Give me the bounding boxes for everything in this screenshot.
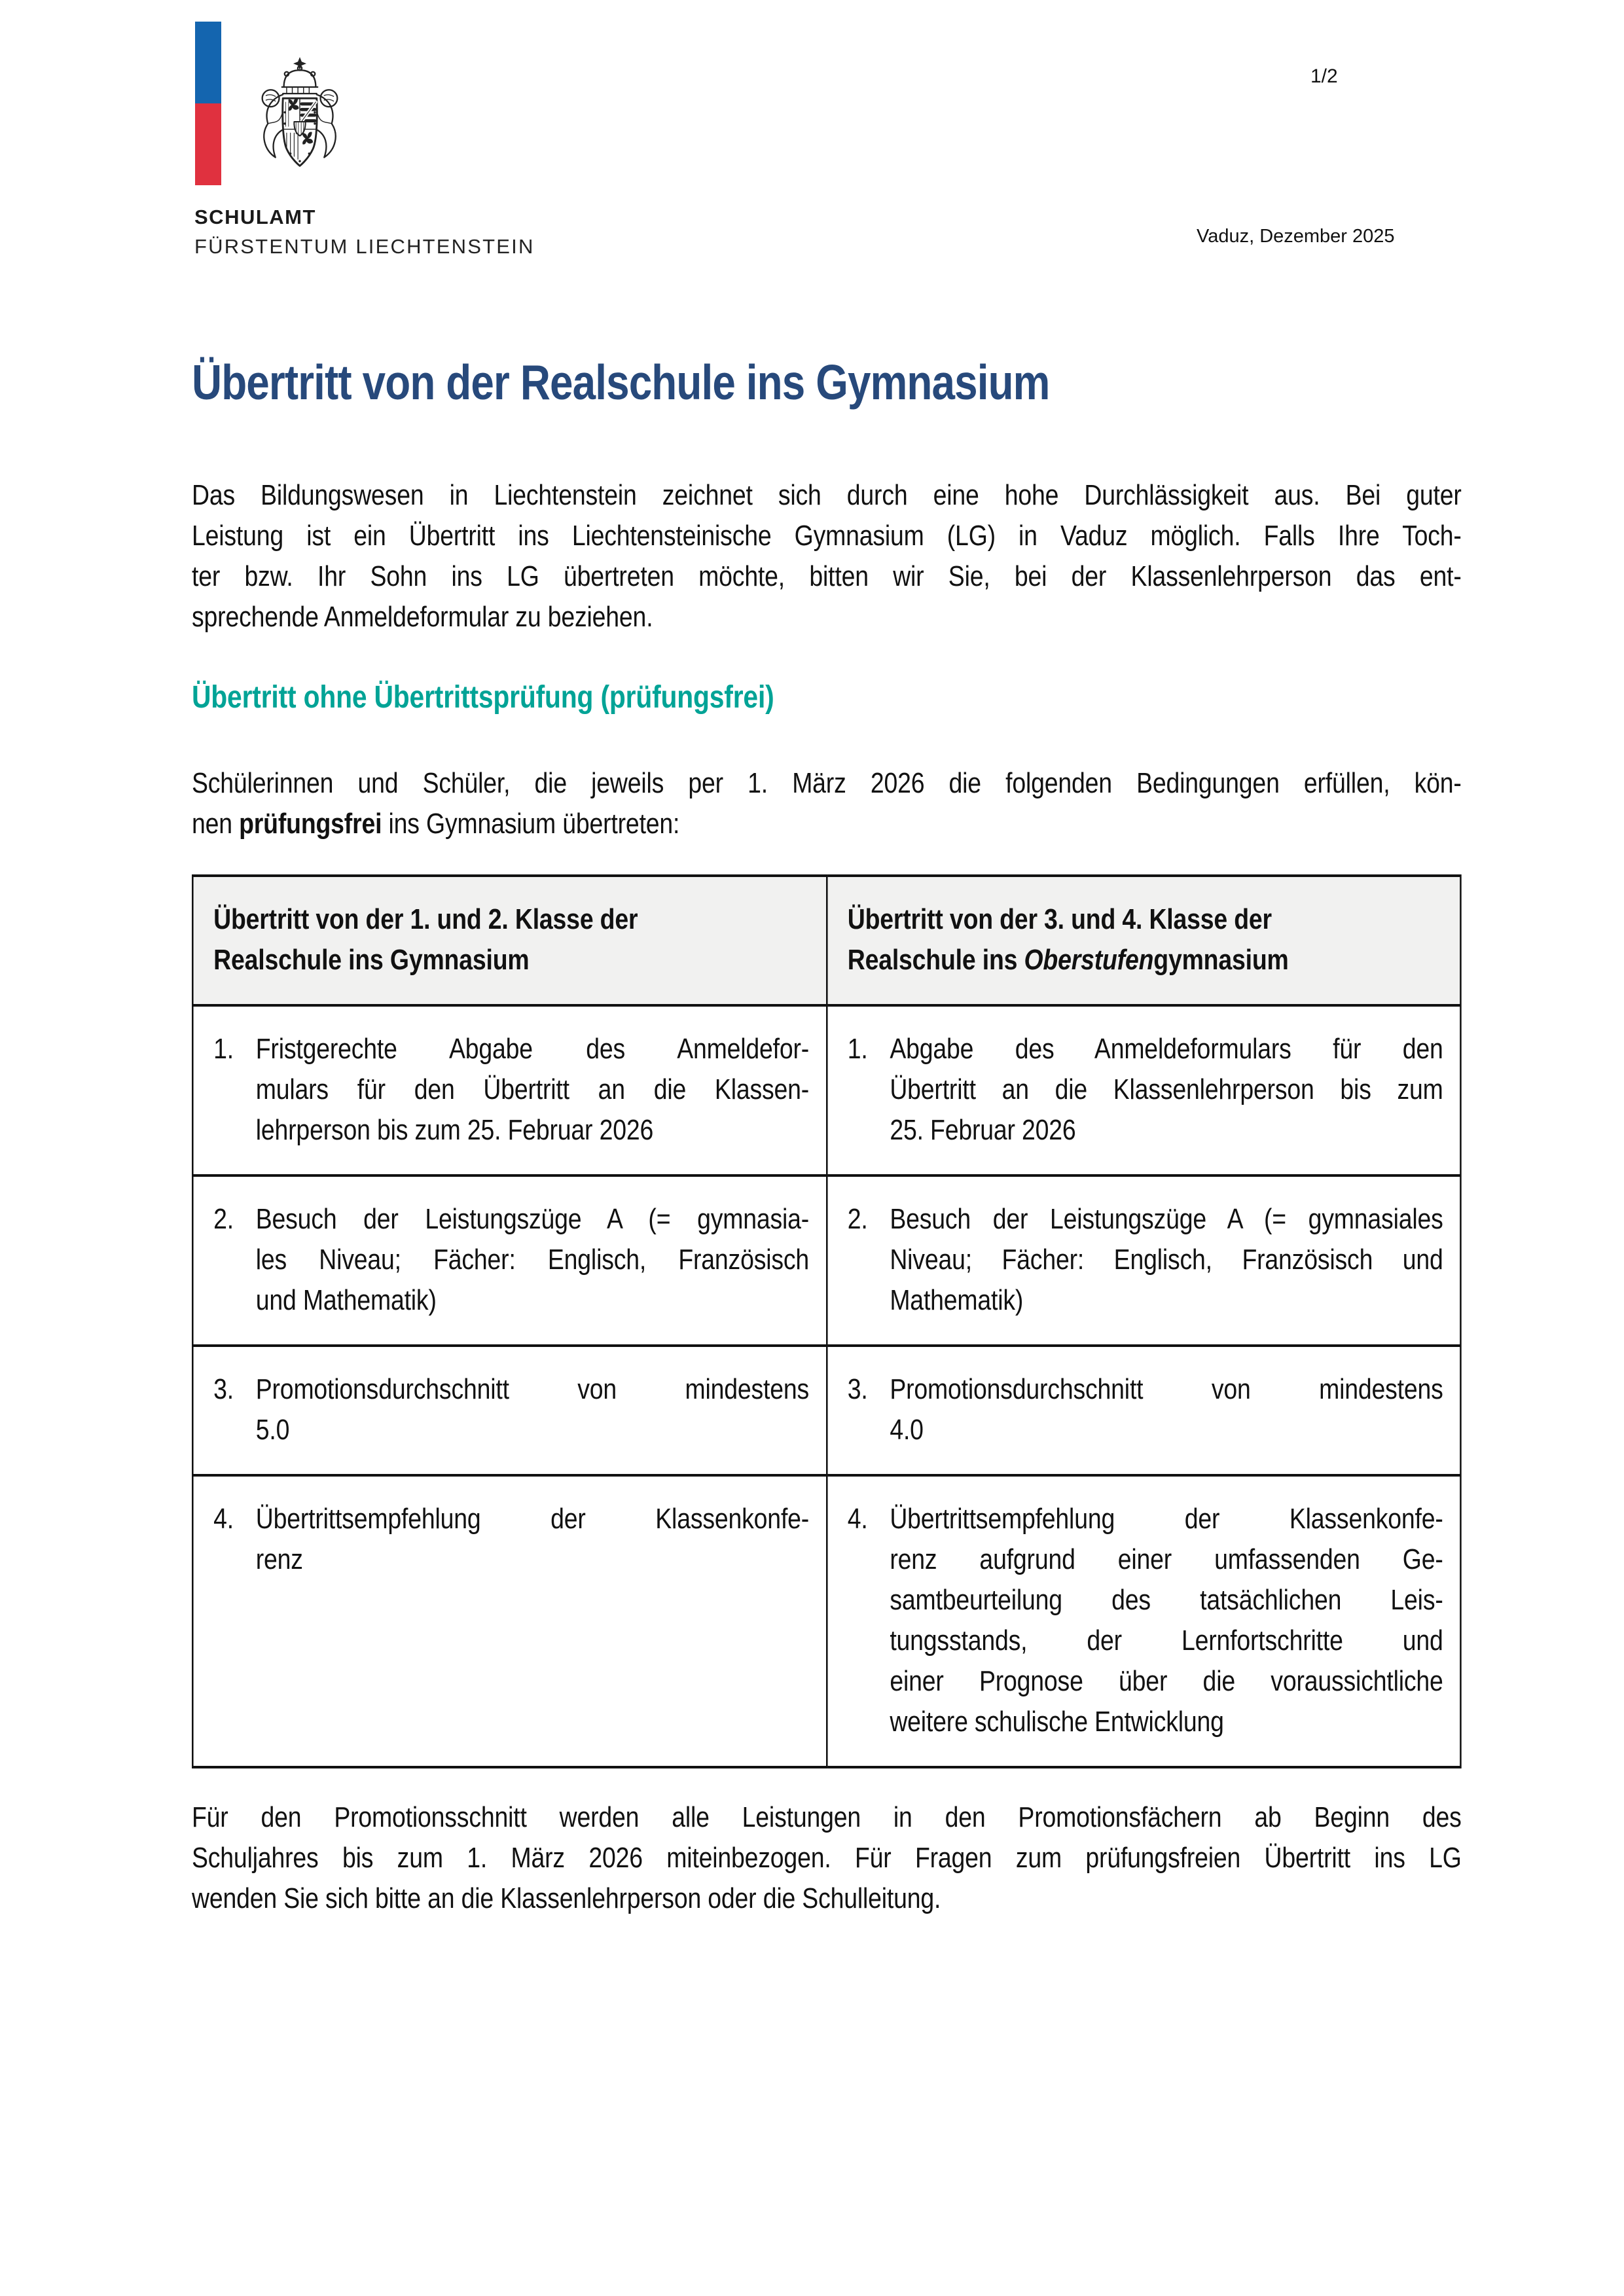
table-cell: [827, 1175, 1461, 1346]
text-line: ter bzw. Ihr Sohn ins LG übertreten möchte, bitten wir Sie, bei der Klassenlehrperson das ent-: [192, 560, 1462, 592]
text-line: Realschule ins Gymnasium: [213, 944, 530, 976]
text-line: Abgabe des Anmeldeformulars für den: [890, 1033, 1443, 1065]
conditions-table: [192, 874, 1462, 1768]
table-cell: [192, 1346, 827, 1475]
emphasized-word: prüfungsfrei: [239, 808, 382, 840]
intro-paragraph: [192, 475, 1462, 637]
text-line: und Mathematik): [255, 1284, 437, 1316]
italic-word: Oberstufen: [1024, 944, 1154, 976]
table-cell: [827, 1475, 1461, 1767]
table-header-left: [192, 876, 827, 1005]
row-number: 4.: [213, 1503, 234, 1535]
org-subtitle: FÜRSTENTUM LIECHTENSTEIN: [194, 235, 535, 258]
org-name: SCHULAMT: [194, 206, 316, 228]
text-line: Promotionsdurchschnitt von mindestens: [255, 1373, 810, 1405]
table-cell: [192, 1005, 827, 1175]
page-number: 1/2: [1310, 65, 1338, 87]
text-line: renz aufgrund einer umfassenden Ge-: [890, 1543, 1443, 1575]
row-number: 3.: [847, 1373, 868, 1405]
text-line: Mathematik): [890, 1284, 1024, 1316]
text-line: les Niveau; Fächer: Englisch, Französisch: [255, 1244, 810, 1276]
table-header-right: [827, 876, 1461, 1005]
table-cell: [192, 1475, 827, 1767]
text-line: Fristgerechte Abgabe des Anmeldefor-: [255, 1033, 810, 1065]
row-number: 4.: [847, 1503, 868, 1535]
table-row: [192, 1005, 1460, 1175]
text-line: Schülerinnen und Schüler, die jeweils per 1. März 2026 die folgenden Bedingungen erfüllen, kön-: [192, 767, 1462, 799]
flag-bar-red: [195, 103, 221, 185]
text-line: Das Bildungswesen in Liechtenstein zeichnet sich durch eine hohe Durchlässigkeit aus. Bei guter: [192, 479, 1462, 511]
text-line: wenden Sie sich bitte an die Klassenlehrperson oder die Schulleitung.: [192, 1882, 941, 1914]
text-line: Übertritt an die Klassenlehrperson bis zum: [890, 1073, 1443, 1105]
place-date-line: Vaduz, Dezember 2025: [1197, 226, 1395, 247]
table-row: [192, 1346, 1460, 1475]
text-line: weitere schulische Entwicklung: [890, 1706, 1224, 1738]
table-row: [192, 1175, 1460, 1346]
text-line: 25. Februar 2026: [890, 1114, 1076, 1146]
flag-bar-icon: [195, 22, 221, 185]
text-line: Übertrittsempfehlung der Klassenkonfe-: [890, 1503, 1443, 1535]
flag-bar-blue: [195, 22, 221, 103]
text-line: Realschule ins Oberstufengymnasium: [847, 944, 1289, 976]
row-number: 3.: [213, 1373, 234, 1405]
text-line: nen prüfungsfrei ins Gymnasium übertreten:: [192, 808, 680, 840]
table-row: [192, 1475, 1460, 1767]
row-number: 2.: [847, 1203, 868, 1235]
text-line: Niveau; Fächer: Englisch, Französisch und: [890, 1244, 1443, 1276]
row-number: 2.: [213, 1203, 234, 1235]
table-cell: [192, 1175, 827, 1346]
text-line: lehrperson bis zum 25. Februar 2026: [255, 1114, 654, 1146]
table-cell: [827, 1005, 1461, 1175]
row-number: 1.: [213, 1033, 234, 1065]
table-header-row: [192, 876, 1460, 1005]
text-line: samtbeurteilung des tatsächlichen Leis-: [890, 1584, 1443, 1616]
table-cell: [827, 1346, 1461, 1475]
text-line: Übertritt von der 3. und 4. Klasse der: [847, 903, 1272, 935]
text-line: sprechende Anmeldeformular zu beziehen.: [192, 601, 653, 633]
text-line: Übertrittsempfehlung der Klassenkonfe-: [255, 1503, 810, 1535]
text-line: einer Prognose über die voraussichtliche: [890, 1665, 1443, 1697]
text-line: renz: [255, 1543, 303, 1575]
section-heading: Übertritt ohne Übertrittsprüfung (prüfungsfrei): [192, 680, 774, 715]
outro-paragraph: [192, 1797, 1462, 1919]
conditions-intro-paragraph: [192, 763, 1462, 844]
text-line: tungsstands, der Lernfortschritte und: [890, 1624, 1443, 1657]
text-line: Leistung ist ein Übertritt ins Liechtensteinische Gymnasium (LG) in Vaduz möglich. Falls Ihre Toch-: [192, 520, 1462, 552]
text-line: Übertritt von der 1. und 2. Klasse der: [213, 903, 638, 935]
document-body: [192, 350, 1462, 1919]
text-line: 4.0: [890, 1414, 924, 1446]
text-line: Für den Promotionsschnitt werden alle Leistungen in den Promotionsfächern ab Beginn des: [192, 1801, 1462, 1833]
text-line: Schuljahres bis zum 1. März 2026 miteinbezogen. Für Fragen zum prüfungsfreien Übertritt ins LG: [192, 1842, 1462, 1874]
document-title: Übertritt von der Realschule ins Gymnasium: [192, 355, 1050, 410]
text-line: Besuch der Leistungszüge A (= gymnasia-: [255, 1203, 810, 1235]
text-line: Besuch der Leistungszüge A (= gymnasiales: [890, 1203, 1443, 1235]
text-line: Promotionsdurchschnitt von mindestens: [890, 1373, 1443, 1405]
text-line: mulars für den Übertritt an die Klassen-: [255, 1073, 810, 1105]
liechtenstein-coat-of-arms-icon: [244, 54, 356, 190]
text-line: 5.0: [255, 1414, 290, 1446]
row-number: 1.: [847, 1033, 868, 1065]
